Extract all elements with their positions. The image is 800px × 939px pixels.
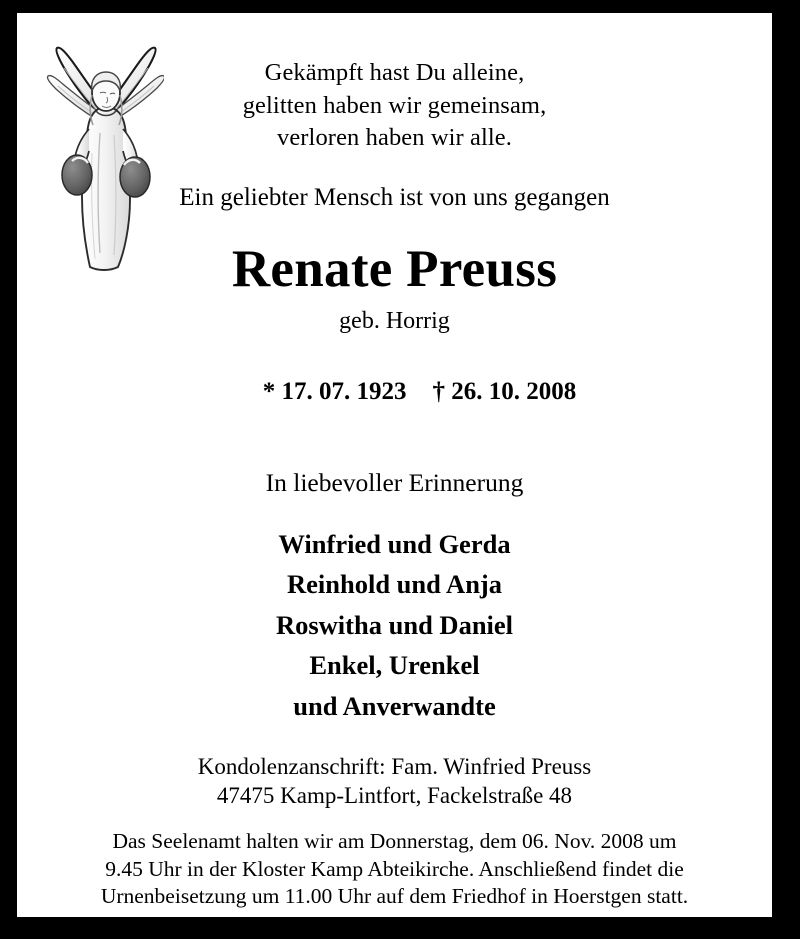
condolence-line-2: 47475 Kamp-Lintfort, Fackelstraße 48: [216, 783, 573, 808]
mourner-line: Enkel, Urenkel: [309, 650, 480, 680]
birth-date: 17. 07. 1923: [281, 377, 407, 405]
life-dates: [17, 347, 772, 437]
death-date: 26. 10. 2008: [451, 377, 577, 405]
service-line-3: Urnenbeisetzung um 11.00 Uhr auf dem Friedhof in Hoerstgen statt.: [100, 884, 689, 908]
death-symbol: †: [432, 377, 445, 405]
mourner-line: Reinhold und Anja: [286, 569, 503, 599]
condolence-line-1: Kondolenzanschrift: Fam. Winfried Preuss: [197, 754, 592, 779]
mourner-line: Roswitha und Daniel: [275, 609, 514, 640]
lede-text: Ein geliebter Mensch ist von uns gegangen: [179, 183, 610, 211]
mourner-line: und Anverwandte: [293, 690, 496, 721]
epigraph-line-1: Gekämpft hast Du alleine,: [264, 59, 525, 86]
mourners-list: [17, 524, 772, 727]
service-line-2: 9.45 Uhr in der Kloster Kamp Abteikirche. Anschließend findet die: [105, 856, 684, 881]
notice-content: [17, 13, 772, 911]
epigraph-line-2: gelitten haben wir gemeinsam,: [242, 91, 547, 119]
memorial-line: In liebevoller Erinnerung: [265, 467, 524, 497]
epigraph-verse: [17, 57, 772, 155]
service-details: [17, 828, 772, 911]
condolence-address: [17, 752, 772, 810]
mourner-line: Winfried und Gerda: [278, 528, 511, 559]
deceased-name: Renate Preuss: [231, 239, 558, 298]
birth-symbol: *: [262, 377, 276, 405]
epigraph-line-3: verloren haben wir alle.: [276, 124, 513, 151]
obituary-notice-page: [17, 13, 772, 917]
service-line-1: Das Seelenamt halten wir am Donnerstag, dem 06. Nov. 2008 um: [112, 829, 677, 853]
maiden-name: geb. Horrig: [339, 307, 450, 334]
